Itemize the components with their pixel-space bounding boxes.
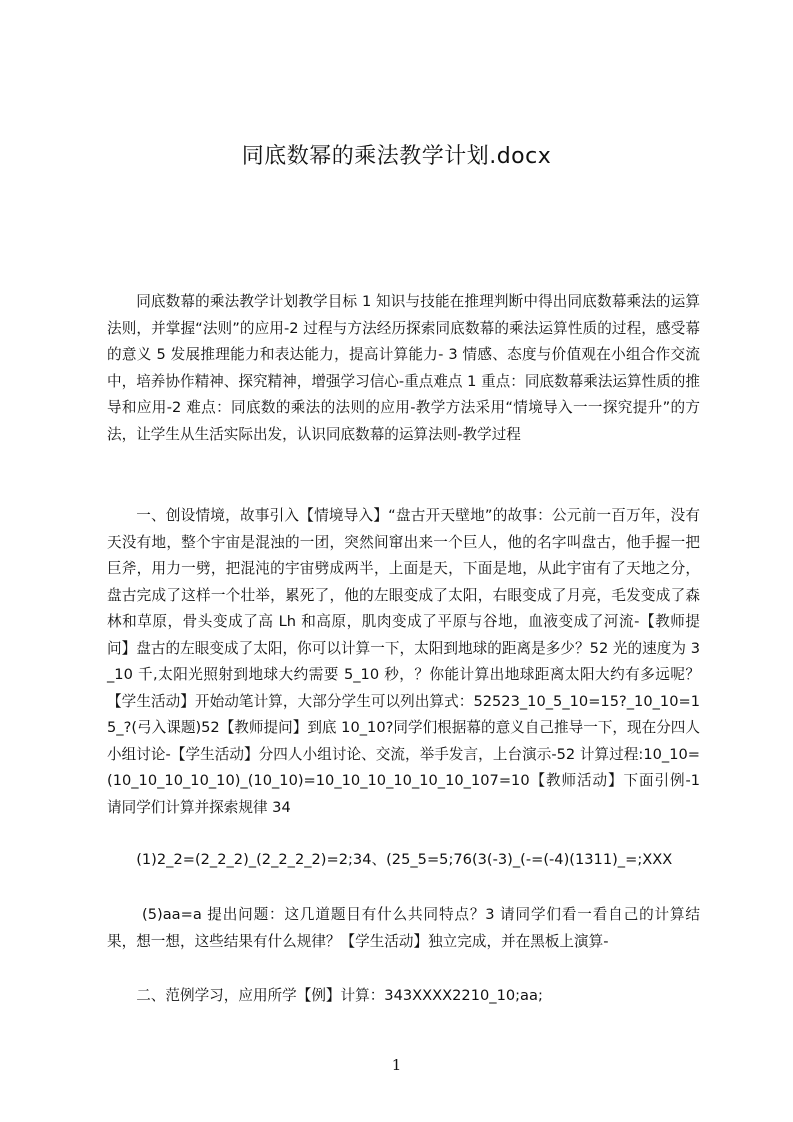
- paragraph-exercise-list: (1)2_2=(2_2_2)_(2_2_2_2)=2;34、(25_5=5;76(3(-3)_(-=(-4)(1311)_=;XXX: [136, 851, 673, 868]
- paragraph-objectives: 同底数幕的乘法教学计划教学目标 1 知识与技能在推理判断中得出同底数幕乘法的运算法则，并掌握“法则”的应用-2 过程与方法经历探索同底数幕的乘法运算性质的过程，感受幕的意义 5 发展推理能力和表达能力，提高计算能力- 3 情感、态度与价值观在小组合作交流中，培养协作精神、探究精神，增强学习信心-重点难点 1 重点：同底数幕乘法运算性质的推导和应用-2 难点：同底数的乘法的法则的应用-教学方法采用“情境导入一一探究提升”的方法，让学生从生活实际出发，认识同底数幕的运算法则-教学过程: [107, 293, 700, 443]
- paragraph-example: 二、范例学习，应用所学【例】计算：343XXXX2210_10;aa;: [136, 987, 543, 1004]
- paragraph-situation-intro: 一、创设情境，故事引入【情境导入】“盘古开天壁地”的故事：公元前一百万年，没有天没有地，整个宇宙是混浊的一团，突然间窜出来一个巨人，他的名字叫盘古，他手握一把巨斧，用力一劈，把混沌的宇宙劈成两半，上面是天，下面是地，从此宇宙有了天地之分，盘古完成了这样一个壮举，累死了，他的左眼变成了太阳，右眼变成了月亮，毛发变成了森林和草原，骨头变成了高 Lh 和高原，肌肉变成了平原与谷地，血液变成了河流-【教师提问】盘古的左眼变成了太阳，你可以计算一下，太阳到地球的距离是多少？52 光的速度为 3_10 千,太阳光照射到地球大约需要 5_10 秒，？你能计算出地球距离太阳大约有多远呢？【学生活动】开始动笔计算，大部分学生可以列出算式：52523_10_5_10=15?_10_10=15_?(弓入课题)52【教师提问】到底 10_10?同学们根据幕的意义自己推导一下，现在分四人小组讨论-【学生活动】分四人小组讨论、交流，举手发言，上台演示-52 计算过程:10_10=(10_10_10_10_10)_(10_10)=10_10_10_10_10_10_107=10【教师活动】下面引例-1 请同学们计算并探索规律 34: [107, 507, 700, 816]
- document-title: 同底数幂的乘法教学计划.docx: [241, 144, 552, 169]
- paragraph-question: (5)aa=a 提出问题：这几道题目有什么共同特点？3 请同学们看一看自己的计算结果，想一想，这些结果有什么规律？【学生活动】独立完成，并在黑板上演算-: [107, 906, 700, 950]
- page-number: 1: [391, 1056, 402, 1074]
